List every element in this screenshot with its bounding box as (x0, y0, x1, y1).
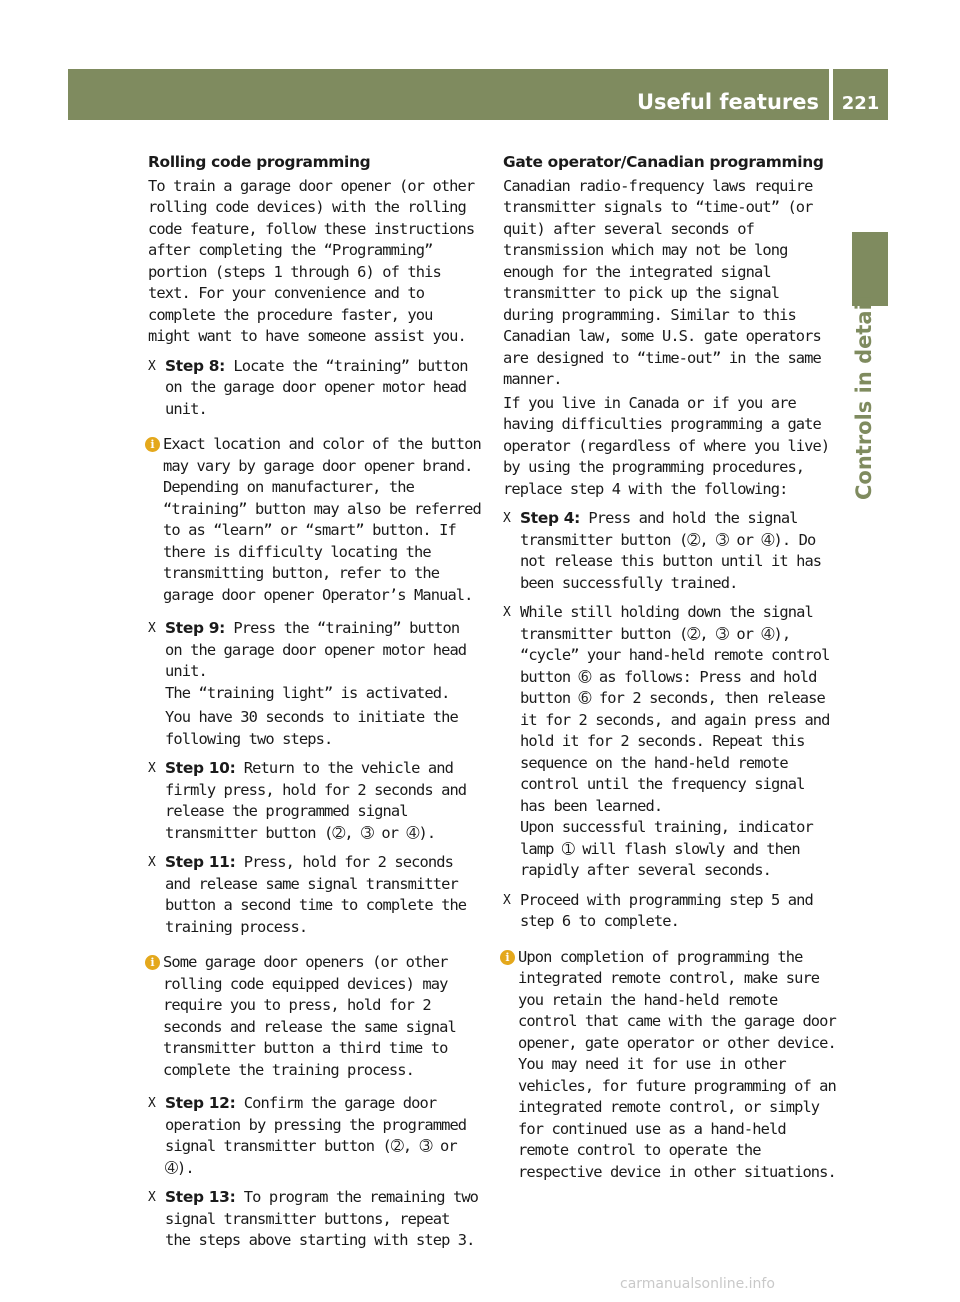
step-note: You have 30 seconds to initiate the following two steps. (165, 708, 458, 748)
paragraph: If you live in Canada or if you are having difficulties programming a gate operator (regardless of where you live) by using the programming procedures, replace step 4 with the following: (503, 393, 830, 498)
step-8 (148, 356, 482, 421)
section-title: Useful features (636, 90, 819, 114)
info-text: Exact location and color of the button may vary by garage door opener brand. Depending on manufacturer, the “training” button may also be referred to as “learn” or “smart” button. If there is difficulty locating the transmitting button, refer to the garage door opener Operator’s Manual. (163, 435, 481, 604)
step-result: The “training light” is activated. (165, 683, 450, 702)
step-arrow-icon: X (148, 358, 155, 374)
step-text: Confirm the garage door operation by pressing the programmed signal transmitter button (➁, ➂ or ➃). (165, 1094, 467, 1177)
bullet-cycle (503, 602, 837, 882)
step-text: To program the remaining two signal transmitter buttons, repeat the steps above starting with step 3. (165, 1188, 479, 1249)
step-11 (148, 852, 482, 938)
step-arrow-icon: X (148, 761, 155, 776)
info-icon: i (145, 955, 160, 970)
step-text: Return to the vehicle and firmly press, hold for 2 seconds and release the programmed signal transmitter button (➁, ➂ or ➃). (165, 759, 467, 842)
step-arrow-icon: X (503, 892, 510, 908)
left-column (148, 152, 482, 1260)
info-note (146, 952, 482, 1081)
header-bar (68, 69, 829, 120)
step-text: Press and hold the signal transmitter button (➁, ➂ or ➃). Do not release this button until it has been successfully trained. (520, 509, 822, 592)
step-lead: Step 13: (165, 1188, 236, 1206)
step-13 (148, 1187, 482, 1252)
info-icon: i (145, 437, 160, 452)
info-note (146, 434, 482, 606)
step-arrow-icon: X (148, 855, 155, 870)
page-number: 221 (841, 93, 880, 114)
intro-paragraph: To train a garage door opener (or other rolling code devices) with the rolling code feature, follow these instructions after completing the “Programming” portion (steps 1 through 6) of this text. For your convenience and to complete the procedure faster, you might want to have someone assist you. (148, 176, 475, 345)
step-arrow-icon: X (503, 605, 510, 620)
step-10 (148, 758, 482, 844)
watermark: carmanualsonline.info (620, 1276, 775, 1292)
step-result: Upon successful training, indicator lamp ➀ will flash slowly and then rapidly after several seconds. (520, 818, 813, 879)
step-arrow-icon: X (148, 1190, 155, 1205)
step-lead: Step 4: (520, 509, 581, 527)
section-heading: Rolling code programming (148, 153, 371, 171)
step-arrow-icon: X (148, 621, 155, 636)
step-4 (503, 508, 837, 594)
step-lead: Step 11: (165, 853, 236, 871)
step-text: Press, hold for 2 seconds and release same signal transmitter button a second time to complete the training process. (165, 853, 467, 936)
step-lead: Step 10: (165, 759, 236, 777)
info-text: Some garage door openers (or other rolling code equipped devices) may require you to press, hold for 2 seconds and release the same signal transmitter button a third time to complete the training process. (163, 953, 456, 1079)
step-text: Locate the “training” button on the garage door opener motor head unit. (165, 356, 468, 418)
info-icon: i (500, 950, 515, 965)
step-arrow-icon: X (148, 1096, 155, 1111)
step-text: While still holding down the signal transmitter button (➁, ➂ or ➃), “cycle” your hand-held remote control button ➅ as follows: Press and hold button ➅ for 2 seconds, then release it for 2 seconds, and again press and hold it for 2 seconds. Repeat this sequence on the hand-held remote control until the frequency signal has been learned. (520, 603, 830, 815)
step-text: Press the “training” button on the garage door opener motor head unit. (165, 619, 467, 680)
step-lead: Step 8: (165, 356, 226, 375)
info-note (501, 947, 837, 1184)
right-column (503, 152, 837, 1195)
step-lead: Step 12: (165, 1094, 236, 1112)
step-9 (148, 618, 482, 750)
page-number-box (833, 69, 888, 120)
info-text: Upon completion of programming the integrated remote control, make sure you retain the hand-held remote control that came with the garage door opener, gate operator or other device. You may need it for use in other vehicles, for future programming of an integrated remote control, or simply for continued use as a hand-held remote control to operate the respective device in other situations. (518, 947, 836, 1181)
step-text: Proceed with programming step 5 and step 6 to complete. (520, 890, 813, 930)
side-tab-marker (852, 232, 888, 306)
step-lead: Step 9: (165, 619, 226, 637)
step-arrow-icon: X (503, 511, 510, 526)
section-heading: Gate operator/Canadian programming (503, 153, 824, 171)
paragraph: Canadian radio-frequency laws require transmitter signals to “time-out” (or quit) after several seconds of transmission which may not be long enough for the integrated signal transmitter to pick up the signal during programming. Similar to this Canadian law, some U.S. gate operators are designed to “time-out” in the same manner. (503, 176, 821, 388)
step-12 (148, 1093, 482, 1179)
side-tab-label: Controls in detail (852, 296, 876, 500)
bullet-proceed (503, 890, 837, 933)
